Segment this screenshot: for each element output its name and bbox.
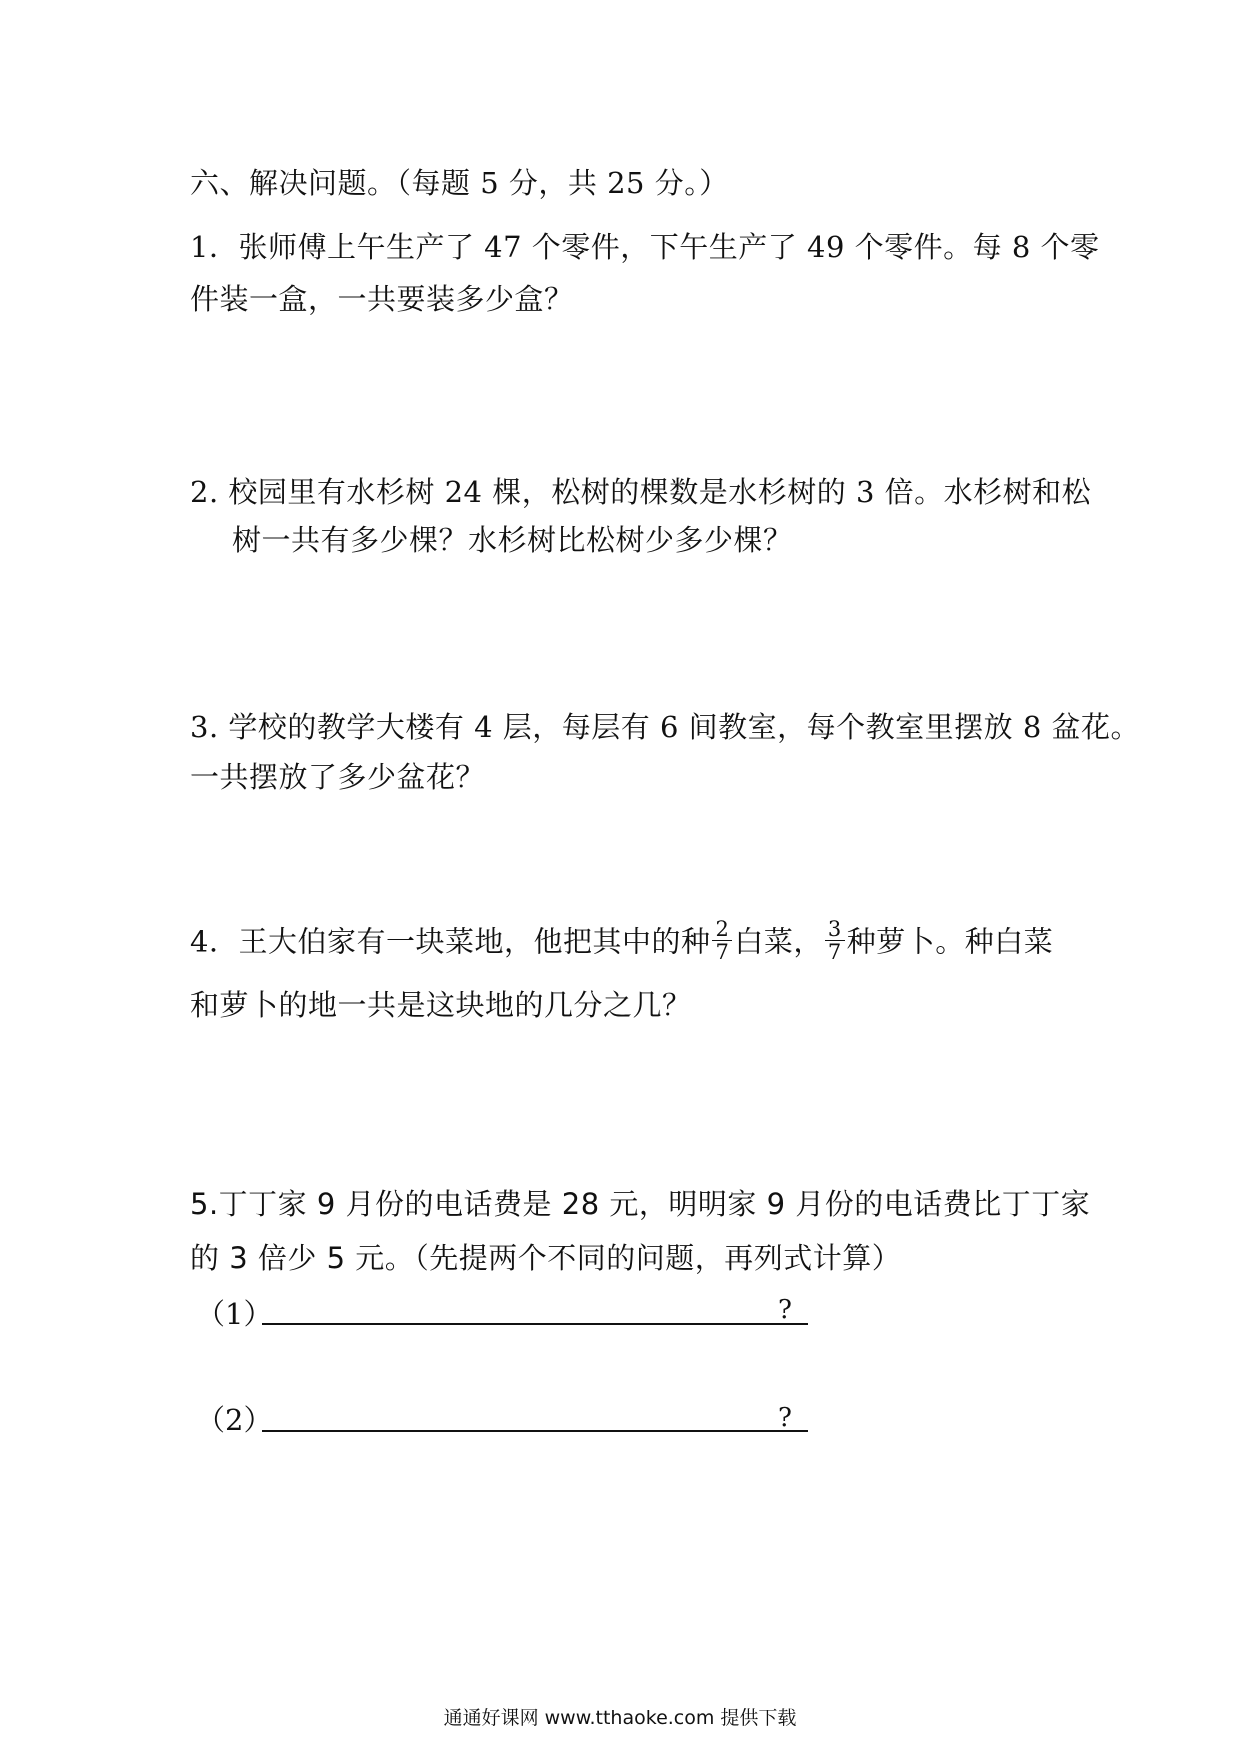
answer-blank-1-label: （1） <box>196 1297 273 1331</box>
fraction-1-numerator: 2 <box>712 918 732 941</box>
question-1-line-2: 件装一盒，一共要装多少盒？ <box>190 282 574 316</box>
fraction-2-numerator: 3 <box>825 918 845 941</box>
footer-source: 通通好课网 www.tthaoke.com 提供下载 <box>443 1707 797 1729</box>
answer-blank-1-question-mark: ? <box>778 1295 792 1325</box>
question-5-line-2: 的 3 倍少 5 元。（先提两个不同的问题，再列式计算） <box>190 1241 902 1275</box>
question-4-text-a: 4．王大伯家有一块菜地，他把其中的种 <box>190 924 711 959</box>
fraction-two-sevenths <box>712 918 732 963</box>
question-4-line-1 <box>190 917 1054 966</box>
section-title: 六、解决问题。（每题 5 分，共 25 分。） <box>190 166 729 200</box>
answer-blank-2-label: （2） <box>196 1403 273 1437</box>
question-1-line-1: 1．张师傅上午生产了 47 个零件，下午生产了 49 个零件。每 8 个零 <box>190 230 1100 264</box>
answer-blank-1-line[interactable] <box>262 1323 808 1325</box>
fraction-three-sevenths <box>825 918 845 963</box>
question-4-text-c: 种萝卜。种白菜 <box>846 924 1054 959</box>
question-3-line-2: 一共摆放了多少盆花？ <box>190 760 486 794</box>
question-2-line-1: 2. 校园里有水杉树 24 棵，松树的棵数是水杉树的 3 倍。水杉树和松 <box>190 475 1092 509</box>
answer-blank-2-question-mark: ? <box>778 1403 792 1433</box>
question-2-line-2: 树一共有多少棵？水杉树比松树少多少棵？ <box>232 523 793 557</box>
question-4-text-b: 白菜， <box>734 924 823 959</box>
fraction-2-denominator: 7 <box>827 940 842 964</box>
question-5-line-1: 5.丁丁家 9 月份的电话费是 28 元，明明家 9 月份的电话费比丁丁家 <box>190 1187 1091 1221</box>
question-4-line-2: 和萝卜的地一共是这块地的几分之几？ <box>190 988 692 1022</box>
fraction-1-denominator: 7 <box>715 940 730 964</box>
answer-blank-2-line[interactable] <box>262 1430 808 1432</box>
question-3-line-1: 3. 学校的教学大楼有 4 层，每层有 6 间教室，每个教室里摆放 8 盆花。 <box>190 710 1141 744</box>
